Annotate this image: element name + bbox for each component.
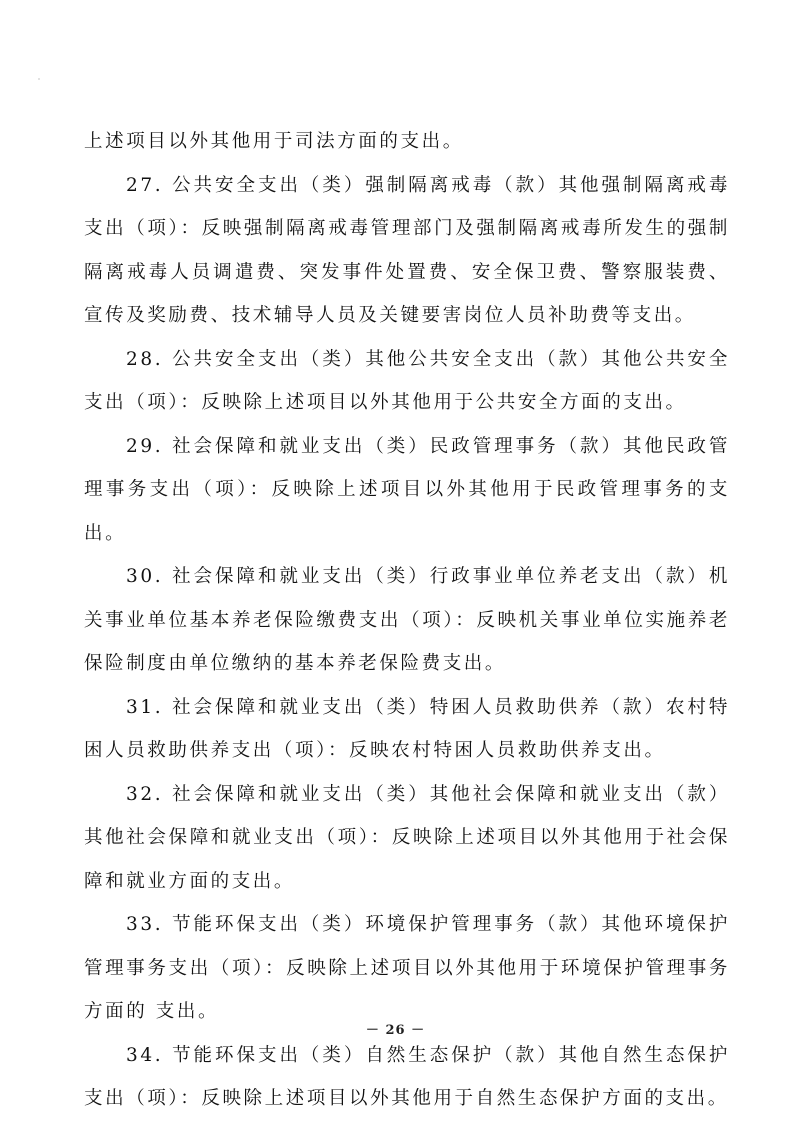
document-body: [84, 120, 730, 1121]
paragraph-continuation: 上述项目以外其他用于司法方面的支出。: [84, 131, 464, 152]
paragraph-item-32: 32. 社会保障和就业支出（类）其他社会保障和就业支出（款）其他社会保障和就业支出（项）：反映除上述项目以外其他用于社会保障和就业方面的支出。: [84, 783, 730, 892]
page-number: － 26 －: [365, 1023, 426, 1038]
paragraph-item-29: 29. 社会保障和就业支出（类）民政管理事务（款）其他民政管理事务支出（项）：反映除上述项目以外其他用于民政管理事务的支出。: [84, 435, 730, 544]
paragraph-item-31: 31. 社会保障和就业支出（类）特困人员救助供养（款）农村特困人员救助供养支出（项）：反映农村特困人员救助供养支出。: [84, 696, 730, 761]
paragraph-item-30: 30. 社会保障和就业支出（类）行政事业单位养老支出（款）机关事业单位基本养老保险缴费支出（项）：反映机关事业单位实施养老保险制度由单位缴纳的基本养老保险费支出。: [84, 566, 730, 674]
scan-speck: [38, 78, 40, 80]
paragraph-item-28: 28. 公共安全支出（类）其他公共安全支出（款）其他公共安全支出（项）：反映除上述项目以外其他用于公共安全方面的支出。: [84, 348, 730, 413]
paragraph-item-27: 27. 公共安全支出（类）强制隔离戒毒（款）其他强制隔离戒毒支出（项）：反映强制隔离戒毒管理部门及强制隔离戒毒所发生的强制隔离戒毒人员调遣费、突发事件处置费、安全保卫费、警察服装费、宣传及奖励费、技术辅导人员及关键要害岗位人员补助费等支出。: [84, 174, 730, 326]
paragraph-item-34: 34. 节能环保支出（类）自然生态保护（款）其他自然生态保护支出（项）：反映除上述项目以外其他用于自然生态保护方面的支出。: [84, 1044, 730, 1109]
paragraph-item-33: 33. 节能环保支出（类）环境保护管理事务（款）其他环境保护管理事务支出（项）：反映除上述项目以外其他用于环境保护管理事务方面的 支出。: [84, 914, 730, 1022]
